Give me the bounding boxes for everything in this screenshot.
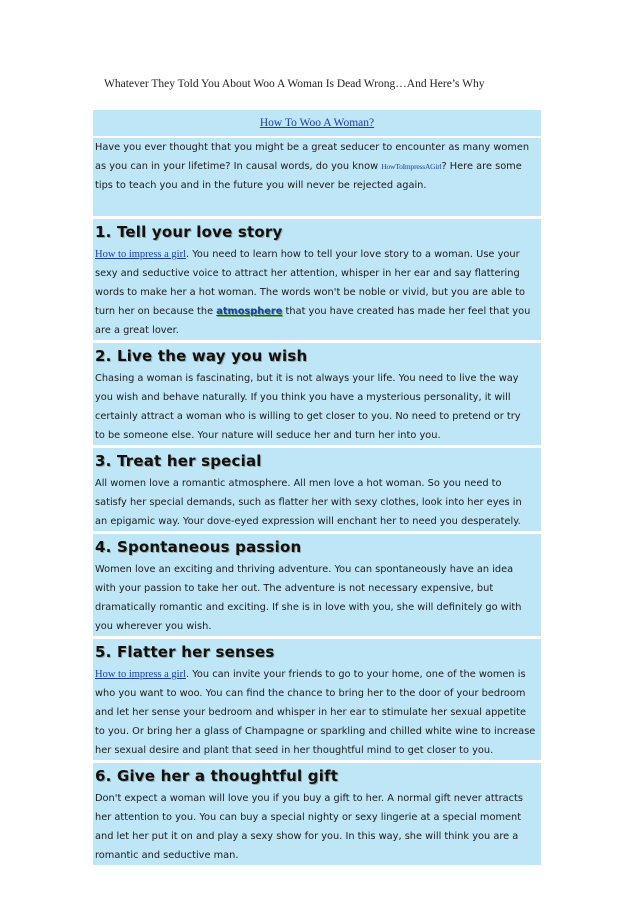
howto-banner: [93, 110, 541, 136]
section-line: How to impress a girl. You need to learn how to tell your love story to a woman. Use your: [93, 245, 541, 264]
howto-link[interactable]: How To Woo A Woman?: [259, 117, 375, 129]
intro-line: tips to teach you and in the future you will never be rejected again.: [93, 176, 541, 195]
document-body: [93, 110, 541, 865]
spacer: [93, 195, 541, 216]
section-heading: 2. Live the way you wish: [93, 343, 541, 369]
intro-line: as you can in your lifetime? In causal words, do you know HowToImpressAGirl? Here are some: [93, 157, 541, 176]
section-line: you wish and behave naturally. If you think you have a mysterious personality, it will: [93, 388, 541, 407]
section-heading: 6. Give her a thoughtful gift: [93, 763, 541, 789]
section-line: Don't expect a woman will love you if you buy a gift to her. A normal gift never attracts: [93, 789, 541, 808]
section-line: How to impress a girl. You can invite your friends to go to your home, one of the women is: [93, 665, 541, 684]
section-line: with your passion to take her out. The adventure is not necessary expensive, but: [93, 579, 541, 598]
section-heading: 4. Spontaneous passion: [93, 534, 541, 560]
section-heading: 1. Tell your love story: [93, 219, 541, 245]
section-3: [93, 448, 541, 531]
section-5: [93, 639, 541, 760]
section-line: dramatically romantic and exciting. If she is in love with you, she will definitely go with: [93, 598, 541, 617]
impress-girl-link[interactable]: HowToImpressAGirl: [381, 162, 442, 171]
section-line: and let her put it on and play a sexy show for you. In this way, she will think you are a: [93, 827, 541, 846]
impress-girl-link[interactable]: How to impress a girl: [95, 249, 186, 260]
intro-paragraph: [93, 138, 541, 195]
section-line: Chasing a woman is fascinating, but it is not always your life. You need to live the way: [93, 369, 541, 388]
atmosphere-link[interactable]: atmosphere: [216, 306, 283, 317]
section-line: Women love an exciting and thriving adventure. You can spontaneously have an idea: [93, 560, 541, 579]
section-line: romantic and seductive man.: [93, 846, 541, 865]
section-4: [93, 534, 541, 636]
section-line: certainly attract a woman who is willing to get closer to you. No need to pretend or try: [93, 407, 541, 426]
section-6: [93, 763, 541, 865]
section-line: her attention to you. You can buy a special nighty or sexy lingerie at a special moment: [93, 808, 541, 827]
impress-girl-link[interactable]: How to impress a girl: [95, 669, 186, 680]
section-1: [93, 219, 541, 340]
section-line: All women love a romantic atmosphere. All men love a hot woman. So you need to: [93, 474, 541, 493]
section-line: turn her on because the atmosphere that you have created has made her feel that you: [93, 302, 541, 321]
section-line: to you. Or bring her a glass of Champagne or sparkling and chilled white wine to increase: [93, 722, 541, 741]
section-2: [93, 343, 541, 445]
section-line: sexy and seductive voice to attract her attention, whisper in her ear and say flattering: [93, 264, 541, 283]
section-line: words to make her a hot woman. The words won't be noble or vivid, but you are able to: [93, 283, 541, 302]
section-line: and let her sense your bedroom and whisper in her ear to stimulate her sexual appetite: [93, 703, 541, 722]
section-heading: 5. Flatter her senses: [93, 639, 541, 665]
section-line: you wherever you wish.: [93, 617, 541, 636]
document-title: Whatever They Told You About Woo A Woman Is Dead Wrong…And Here’s Why: [104, 78, 485, 90]
intro-line: Have you ever thought that you might be a great seducer to encounter as many women: [93, 138, 541, 157]
section-line: to be someone else. Your nature will seduce her and turn her into you.: [93, 426, 541, 445]
section-heading: 3. Treat her special: [93, 448, 541, 474]
section-line: who you want to woo. You can find the chance to bring her to the door of your bedroom: [93, 684, 541, 703]
section-line: an epigamic way. Your dove-eyed expression will enchant her to need you desperately.: [93, 512, 541, 531]
section-line: satisfy her special demands, such as flatter her with sexy clothes, look into her eyes in: [93, 493, 541, 512]
section-line: her sexual desire and plant that seed in her thoughtful mind to get closer to you.: [93, 741, 541, 760]
section-line: are a great lover.: [93, 321, 541, 340]
